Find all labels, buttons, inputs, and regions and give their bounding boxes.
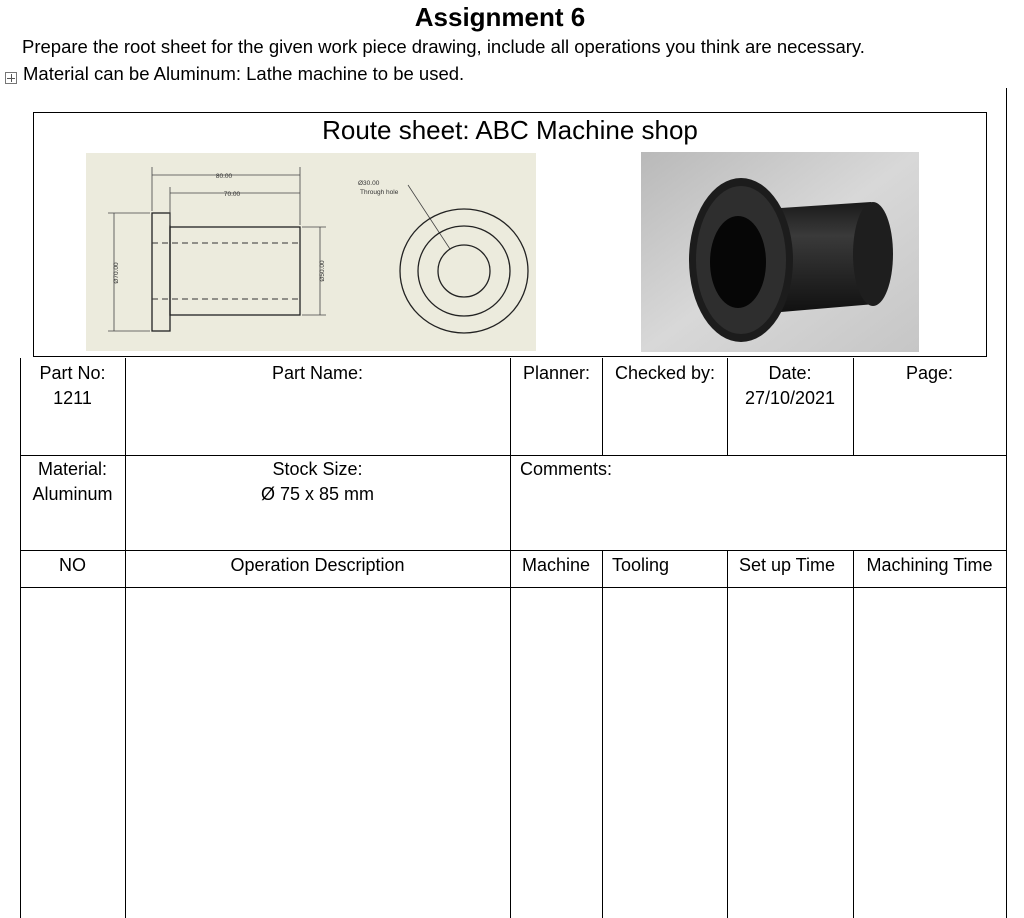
operations-table-body[interactable] [21, 588, 1006, 918]
dim-overall-length: 80.00 [215, 173, 233, 180]
hole-note: Through hole [360, 189, 399, 196]
page-title: Assignment 6 [414, 2, 586, 32]
column-header-machining-time: Machining Time [866, 555, 993, 575]
part-no-value: 1211 [53, 388, 92, 408]
table-move-handle-icon[interactable] [5, 72, 17, 84]
page-label: Page: [905, 363, 954, 383]
dim-flange-diameter: Ø70.00 [113, 262, 120, 284]
column-header-tooling: Tooling [612, 555, 670, 575]
stock-size-label: Stock Size: [272, 459, 363, 479]
workpiece-drawing [86, 153, 536, 351]
comments-label: Comments: [520, 459, 613, 479]
column-header-operation-description: Operation Description [230, 555, 405, 575]
page-margin-line [1006, 88, 1007, 918]
flanged-bushing-photo-icon [641, 152, 919, 352]
column-header-setup-time: Set up Time [738, 555, 836, 575]
table-column-divider [602, 358, 603, 455]
dim-body-diameter: Ø50.00 [319, 260, 326, 282]
planner-label: Planner: [523, 363, 591, 383]
part-name-label: Part Name: [271, 363, 364, 383]
date-value: 27/10/2021 [744, 388, 836, 408]
dim-body-length: 70.00 [223, 191, 241, 198]
part-no-label: Part No: [39, 363, 106, 383]
material-value: Aluminum [32, 484, 113, 504]
column-header-machine: Machine [521, 555, 591, 575]
route-sheet-title: Route sheet: ABC Machine shop [322, 115, 698, 145]
column-header-no: NO [59, 555, 86, 575]
table-row-divider [20, 455, 1007, 456]
instruction-text-material: Material can be Aluminum: Lathe machine to be used. [23, 63, 465, 84]
table-row-divider [20, 550, 1007, 551]
material-label: Material: [37, 459, 108, 479]
dim-hole-diameter: Ø30.00 [358, 180, 380, 187]
instruction-text: Prepare the root sheet for the given work piece drawing, include all operations you think are necessary. [22, 36, 865, 57]
checked-by-label: Checked by: [615, 363, 716, 383]
stock-size-value: Ø 75 x 85 mm [260, 484, 375, 504]
date-label: Date: [768, 363, 812, 383]
